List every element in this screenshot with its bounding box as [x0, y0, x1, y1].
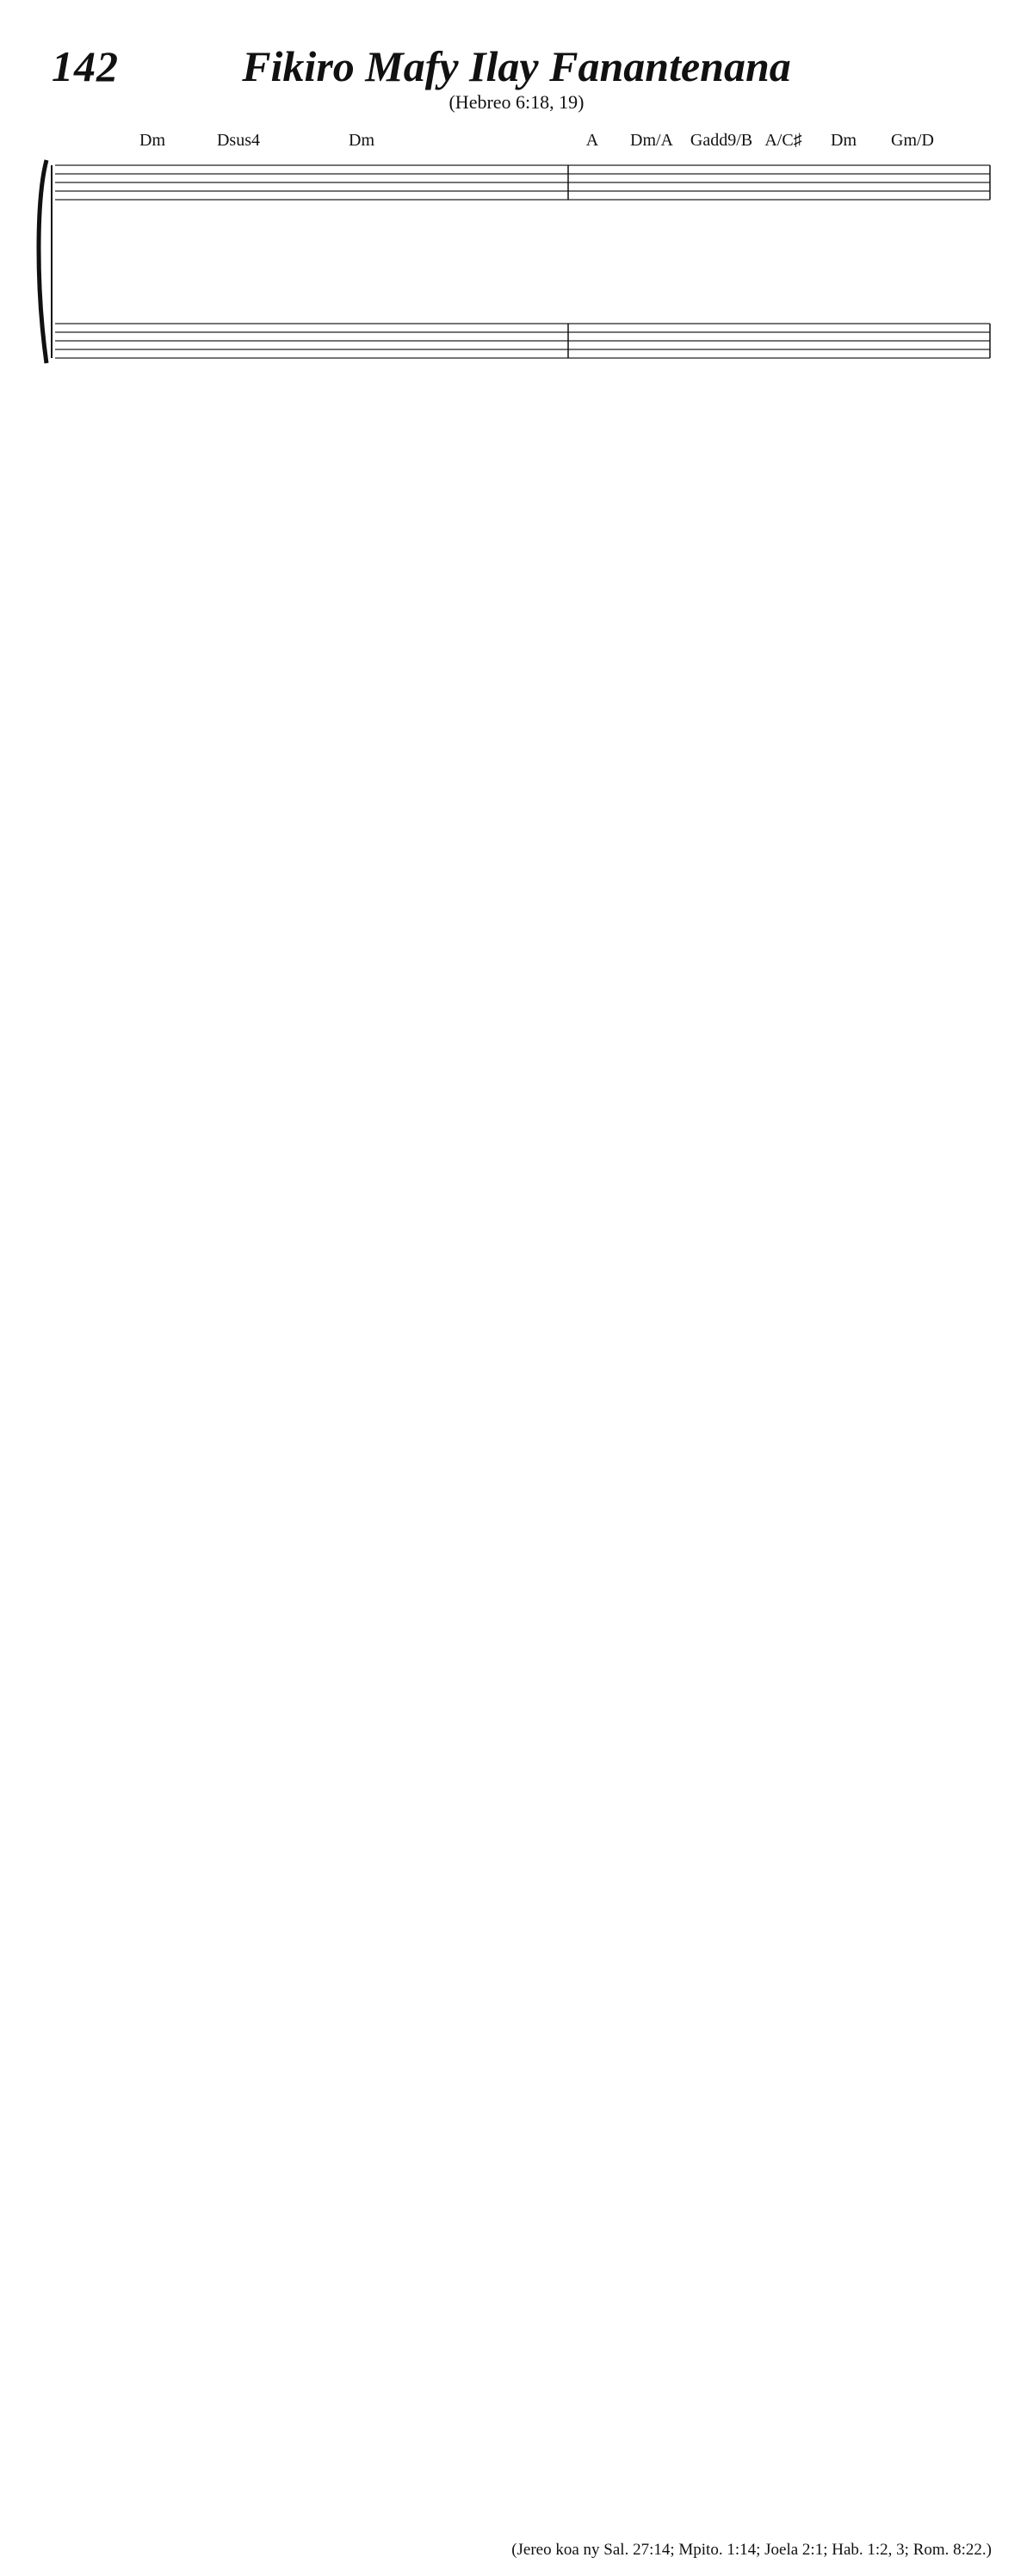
scripture-reference: (Hebreo 6:18, 19)	[448, 91, 585, 113]
hymn-number: 142	[52, 42, 119, 90]
treble-staff	[55, 165, 990, 200]
chord-symbol: Dm	[831, 131, 857, 150]
chord-symbol: Gadd9/B	[690, 131, 753, 150]
hymn-header	[0, 0, 1033, 120]
staff-graphics	[0, 120, 1033, 413]
music-system	[0, 120, 1033, 413]
chord-symbol: A/C♯	[764, 131, 802, 150]
hymn-title: Fikiro Mafy Ilay Fanantenana	[242, 42, 791, 90]
chord-symbol: Dm	[349, 131, 374, 150]
system-brace-icon	[39, 160, 46, 363]
chord-symbol: Dm	[139, 131, 165, 150]
chord-symbol: Dsus4	[216, 131, 261, 150]
footnote-references: (Jereo koa ny Sal. 27:14; Mpito. 1:14; Joela 2:1; Hab. 1:2, 3; Rom. 8:22.)	[511, 2541, 992, 2559]
chord-symbol: Gm/D	[891, 131, 934, 150]
chord-symbol: A	[585, 131, 599, 150]
chord-symbol: Dm/A	[630, 131, 673, 150]
bass-staff	[55, 324, 990, 358]
